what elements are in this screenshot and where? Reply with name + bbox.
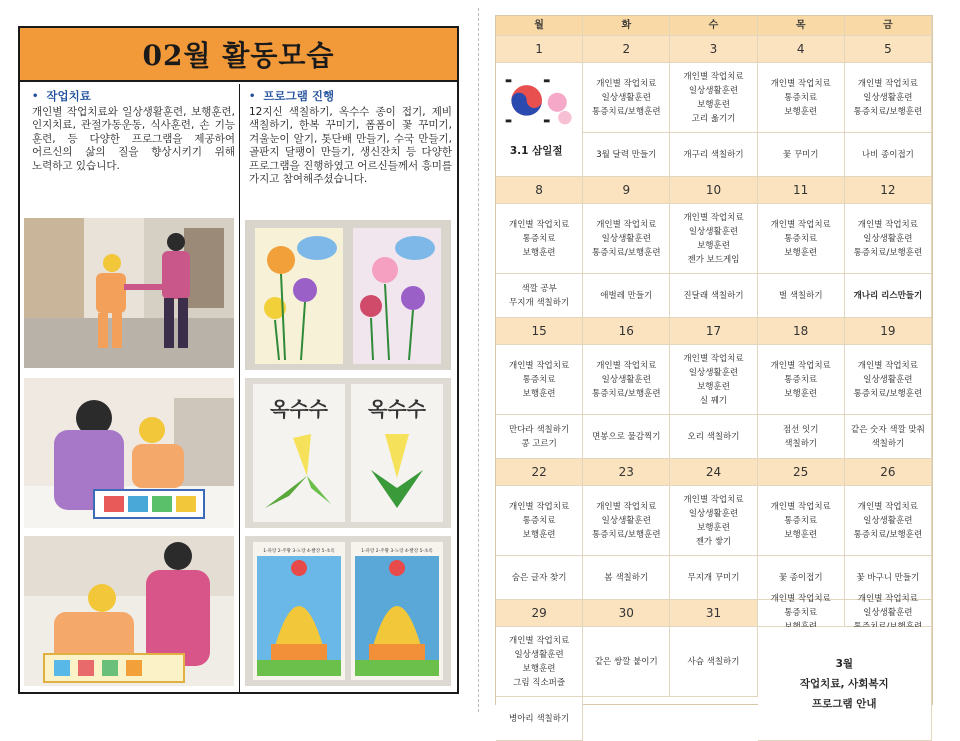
program-line: 통증치료/보행훈련: [592, 529, 661, 540]
program-cell: [496, 627, 583, 697]
program-cell: [496, 204, 583, 274]
photo-flower-coloring: [245, 220, 451, 370]
date-cell: [845, 459, 932, 486]
activity-line: 숨은 글자 찾기: [511, 572, 567, 583]
date-cell: [496, 36, 583, 63]
section-heading-text: 작업치료: [46, 89, 91, 103]
activity-cell: [670, 415, 757, 459]
program-cell: [758, 204, 845, 274]
program-cell: [670, 63, 757, 133]
activity-cell: [583, 415, 670, 459]
program-line: 일상생활훈련: [601, 515, 651, 526]
program-cell: [583, 486, 670, 556]
program-line: 통증치료: [784, 92, 818, 103]
photo-color-by-number: [245, 536, 451, 686]
program-line: 일상생활훈련: [688, 226, 739, 237]
activity-cell: [758, 415, 845, 459]
program-cell: [670, 204, 757, 274]
activity-cell: [845, 274, 932, 318]
activity-line: 면봉으로 물감찍기: [592, 431, 661, 442]
date-number: 2: [622, 41, 631, 56]
program-cell: [583, 345, 670, 415]
date-number: 16: [618, 323, 634, 338]
program-line: 통증치료/보행훈련: [853, 388, 923, 399]
activity-cell: [845, 415, 932, 459]
program-line: 개인별 작업치료: [770, 360, 831, 371]
activity-line: 색칠하기: [784, 438, 818, 449]
date-number: 8: [535, 182, 543, 197]
weekday-header: [496, 16, 583, 36]
program-line: 보행훈련: [784, 388, 818, 399]
section-program: [249, 90, 452, 187]
program-line: 통증치료: [784, 374, 818, 385]
date-number: 12: [880, 182, 896, 197]
program-line: 통증치료: [522, 233, 556, 244]
program-line: 보행훈련: [697, 99, 730, 110]
activity-line: 벌 색칠하기: [778, 290, 823, 301]
weekday-header: [845, 16, 932, 36]
corn-label-right: 옥수수: [368, 397, 426, 421]
program-line: 개인별 작업치료: [596, 78, 657, 89]
date-number: 19: [880, 323, 896, 338]
date-cell: [845, 177, 932, 204]
weekday-label: 목: [795, 20, 806, 31]
program-line: 개인별 작업치료: [857, 501, 918, 512]
program-cell: [496, 345, 583, 415]
date-number: 5: [884, 41, 892, 56]
date-number: 24: [705, 464, 722, 479]
activity-line: 같은 쌍깔 붙이기: [594, 656, 658, 667]
program-line: 일상생활훈련: [601, 92, 651, 103]
activity-line: 꽃 꾸미기: [782, 149, 819, 160]
section-heading: [32, 90, 235, 104]
date-cell: [496, 459, 583, 486]
bullet-icon: •: [249, 91, 256, 102]
program-cell: [845, 486, 932, 556]
program-cell: [845, 204, 932, 274]
program-line: 통증치료/보행훈련: [592, 247, 661, 258]
date-number: 22: [531, 464, 547, 479]
activity-cell: [496, 274, 583, 318]
activity-line: 개구리 색칠하기: [683, 149, 744, 160]
calendar-grid: [496, 16, 932, 724]
activity-line: 콩 고르기: [521, 438, 557, 449]
program-line: 개인별 작업치료: [770, 78, 831, 89]
samiljeol-illustration: [498, 65, 580, 174]
program-line: 개인별 작업치료: [509, 501, 570, 512]
program-line: 통증치료/보행훈련: [853, 529, 923, 540]
program-cell: [583, 204, 670, 274]
notice-line: 프로그램 안내: [812, 697, 877, 710]
activity-line: 색깔 공부: [521, 283, 557, 294]
program-line: 일상생활훈련: [601, 233, 651, 244]
program-cell: [758, 486, 845, 556]
weekday-header: [758, 16, 845, 36]
activity-line: 같은 숫자 색깔 맞춰 색칠하기: [850, 424, 925, 449]
weekday-label: 금: [883, 20, 893, 31]
program-line: 개인별 작업치료: [509, 219, 570, 230]
photo-board-activity: [24, 536, 234, 686]
program-line: 일상생활훈련: [863, 515, 913, 526]
date-number: 1: [535, 41, 543, 56]
activity-line: 봄 색칠하기: [604, 572, 649, 583]
activity-line: 나비 종이접기: [861, 149, 914, 160]
date-number: 11: [793, 182, 809, 197]
activity-cell: [758, 274, 845, 318]
poster-caption: 3.1 삼일절: [509, 144, 563, 157]
activity-line: 사슴 색칠하기: [687, 656, 740, 667]
program-line: 개인별 작업치료: [857, 219, 918, 230]
program-line: 개인별 작업치료: [770, 594, 831, 604]
activity-cell: [670, 627, 757, 697]
activity-line: 애벌레 만들기: [600, 290, 653, 301]
activity-cell: [583, 627, 670, 697]
activity-report-panel: [18, 26, 459, 694]
date-number: 26: [880, 464, 896, 479]
program-cell: [845, 63, 932, 133]
date-cell: [758, 177, 845, 204]
weekday-label: 월: [534, 20, 544, 31]
activity-cell: [670, 556, 757, 600]
activity-line: 무지개 꾸미기: [687, 572, 740, 583]
date-cell: [845, 318, 932, 345]
program-line: 보행훈련: [522, 247, 556, 258]
program-cell: [758, 63, 845, 133]
program-line: 젠가 쌓기: [695, 536, 732, 547]
program-line: 개인별 작업치료: [683, 212, 744, 223]
program-line: 통증치료: [784, 233, 818, 244]
date-number: 31: [705, 605, 722, 620]
program-line: 보행훈련: [522, 663, 556, 674]
section-heading-text: 프로그램 진행: [263, 89, 335, 103]
program-cell: [670, 486, 757, 556]
program-line: 일상생활훈련: [688, 367, 739, 378]
program-line: 개인별 작업치료: [857, 594, 918, 604]
program-cell: [496, 486, 583, 556]
program-line: 통증치료: [784, 608, 818, 618]
date-cell: [845, 36, 932, 63]
date-number: 10: [705, 182, 722, 197]
bullet-icon: •: [32, 91, 39, 102]
program-cell: [670, 345, 757, 415]
program-line: 개인별 작업치료: [509, 360, 570, 371]
program-line: 통증치료/보행훈련: [853, 106, 923, 117]
hat-legend-left: 1-파랑 2-주황 3-노랑 4-빨강 5-초록: [263, 549, 335, 554]
program-line: 통증치료/보행훈련: [592, 106, 661, 117]
title-banner: [20, 28, 457, 82]
program-line: 개인별 작업치료: [596, 219, 657, 230]
date-cell: [670, 600, 757, 627]
weekday-label: 화: [621, 20, 632, 31]
program-line: 개인별 작업치료: [857, 360, 918, 371]
activity-cell: [583, 133, 670, 177]
program-line: 일상생활훈련: [601, 374, 651, 385]
program-line: 그림 직소퍼즐: [513, 677, 566, 688]
program-line: 보행훈련: [522, 388, 556, 399]
section-body: 개인별 작업치료와 일상생활훈련, 보행훈련, 인지치료, 관절가동운동, 식사훈련, 손 기능 훈련, 등 다양한 프로그램을 제공하여 어르신의 삶의 질을 향상시키기 위해 노력하고 있습니다.: [32, 105, 235, 172]
program-line: 일상생활훈련: [863, 233, 913, 244]
date-cell: [670, 36, 757, 63]
program-line: 보행훈련: [784, 529, 818, 540]
photo-walking-training: [24, 218, 234, 368]
program-line: 일상생활훈련: [688, 508, 739, 519]
date-cell: [758, 459, 845, 486]
program-line: 일상생활훈련: [863, 92, 913, 103]
date-cell: [670, 318, 757, 345]
program-line: 젠가 보드게임: [687, 254, 740, 265]
activity-line: 오리 색칠하기: [687, 431, 740, 442]
date-number: 23: [618, 464, 634, 479]
program-line: 일상생활훈련: [514, 649, 564, 660]
program-line: 고리 옮기기: [691, 113, 736, 124]
program-line: 통증치료/보행훈련: [592, 388, 661, 399]
activity-cell: [496, 415, 583, 459]
date-number: 30: [618, 605, 634, 620]
date-cell: [758, 36, 845, 63]
activity-line: 만다라 색칠하기: [509, 424, 570, 435]
date-cell: [496, 318, 583, 345]
corn-label-left: 옥수수: [270, 397, 328, 421]
date-number: 9: [622, 182, 631, 197]
activity-line: 무지개 색칠하기: [509, 297, 570, 308]
program-cell: [845, 594, 932, 627]
program-line: 보행훈련: [522, 529, 556, 540]
program-line: 통증치료: [784, 515, 818, 526]
date-number: 29: [531, 605, 547, 620]
program-line: 실 꿰기: [699, 395, 728, 406]
date-cell: [670, 459, 757, 486]
column-divider: [239, 84, 240, 694]
program-line: 보행훈련: [784, 247, 818, 258]
date-cell: [583, 318, 670, 345]
program-line: 일상생활훈련: [688, 85, 739, 96]
program-cell: [583, 63, 670, 133]
march-calendar: [495, 15, 933, 724]
date-cell: [583, 36, 670, 63]
program-line: 일상생활훈련: [863, 608, 913, 618]
activity-line: 병아리 색칠하기: [509, 713, 570, 724]
activity-cell: [583, 274, 670, 318]
date-number: 3: [709, 41, 718, 56]
program-line: 개인별 작업치료: [509, 635, 570, 646]
program-cell: [758, 594, 845, 627]
activity-line: 점선 잇기: [782, 424, 819, 435]
activity-line: 3월 달력 만들기: [596, 149, 657, 160]
program-line: 개인별 작업치료: [770, 219, 831, 230]
program-cell: [845, 345, 932, 415]
program-cell: [758, 345, 845, 415]
weekday-header: [583, 16, 670, 36]
program-line: 통증치료: [522, 374, 556, 385]
activity-cell: [670, 274, 757, 318]
program-line: 개인별 작업치료: [683, 494, 744, 505]
page-divider: [478, 8, 479, 712]
date-number: 17: [705, 323, 722, 338]
weekday-label: 수: [708, 20, 719, 31]
samiljeol-poster: [496, 63, 583, 177]
section-body: 12지신 색칠하기, 옥수수 종이 접기, 제비 색칠하기, 한복 꾸미기, 폼폼이 꽃 꾸미기, 겨울눈이 알기, 톳단배 만들기, 수국 만들기, 골판지 달팽이 만들기, 생신잔치 등 다양한 프로그램을 진행하였고 어르신들께서 흥미를 가지고 참여해주셨습니다.: [249, 105, 452, 185]
photo-corn-folding: [245, 378, 451, 528]
date-number: 4: [796, 41, 805, 56]
photo-puzzle-activity: [24, 378, 234, 528]
activity-line: 진달래 색칠하기: [683, 290, 744, 301]
program-line: 개인별 작업치료: [683, 353, 744, 364]
activity-cell: [583, 556, 670, 600]
date-cell: [496, 600, 583, 627]
program-line: 개인별 작업치료: [683, 71, 744, 82]
activity-line: 꽃 종이접기: [778, 572, 823, 583]
weekday-header: [670, 16, 757, 36]
hat-legend-right: 1-파랑 2-주황 3-노랑 4-빨강 5-초록: [361, 549, 433, 554]
date-cell: [758, 318, 845, 345]
next-month-notice: [758, 627, 932, 741]
program-line: 개인별 작업치료: [596, 501, 657, 512]
date-number: 15: [531, 323, 547, 338]
program-line: 보행훈련: [697, 240, 730, 251]
program-line: 일상생활훈련: [863, 374, 913, 385]
date-cell: [583, 177, 670, 204]
program-line: 개인별 작업치료: [857, 78, 918, 89]
activity-cell: [670, 133, 757, 177]
notice-line: 3월: [835, 657, 854, 670]
section-heading: [249, 90, 452, 104]
date-cell: [670, 177, 757, 204]
activity-cell: [496, 697, 583, 741]
date-number: 18: [793, 323, 809, 338]
notice-line: 작업치료, 사회복지: [799, 677, 889, 690]
activity-cell: [845, 133, 932, 177]
activity-line: 개나리 리스만들기: [853, 290, 923, 301]
date-cell: [496, 177, 583, 204]
program-line: 개인별 작업치료: [770, 501, 831, 512]
activity-line: 꽃 바구니 만들기: [856, 572, 920, 583]
date-cell: [583, 600, 670, 627]
program-line: 통증치료/보행훈련: [853, 247, 923, 258]
page-title: 02월 활동모습: [142, 39, 335, 72]
activity-cell: [496, 556, 583, 600]
section-occupational-therapy: [32, 90, 235, 173]
activity-cell: [758, 133, 845, 177]
program-line: 보행훈련: [697, 381, 730, 392]
date-number: 25: [793, 464, 809, 479]
program-line: 개인별 작업치료: [596, 360, 657, 371]
date-cell: [583, 459, 670, 486]
program-line: 통증치료: [522, 515, 556, 526]
program-line: 보행훈련: [784, 106, 818, 117]
program-line: 보행훈련: [697, 522, 730, 533]
